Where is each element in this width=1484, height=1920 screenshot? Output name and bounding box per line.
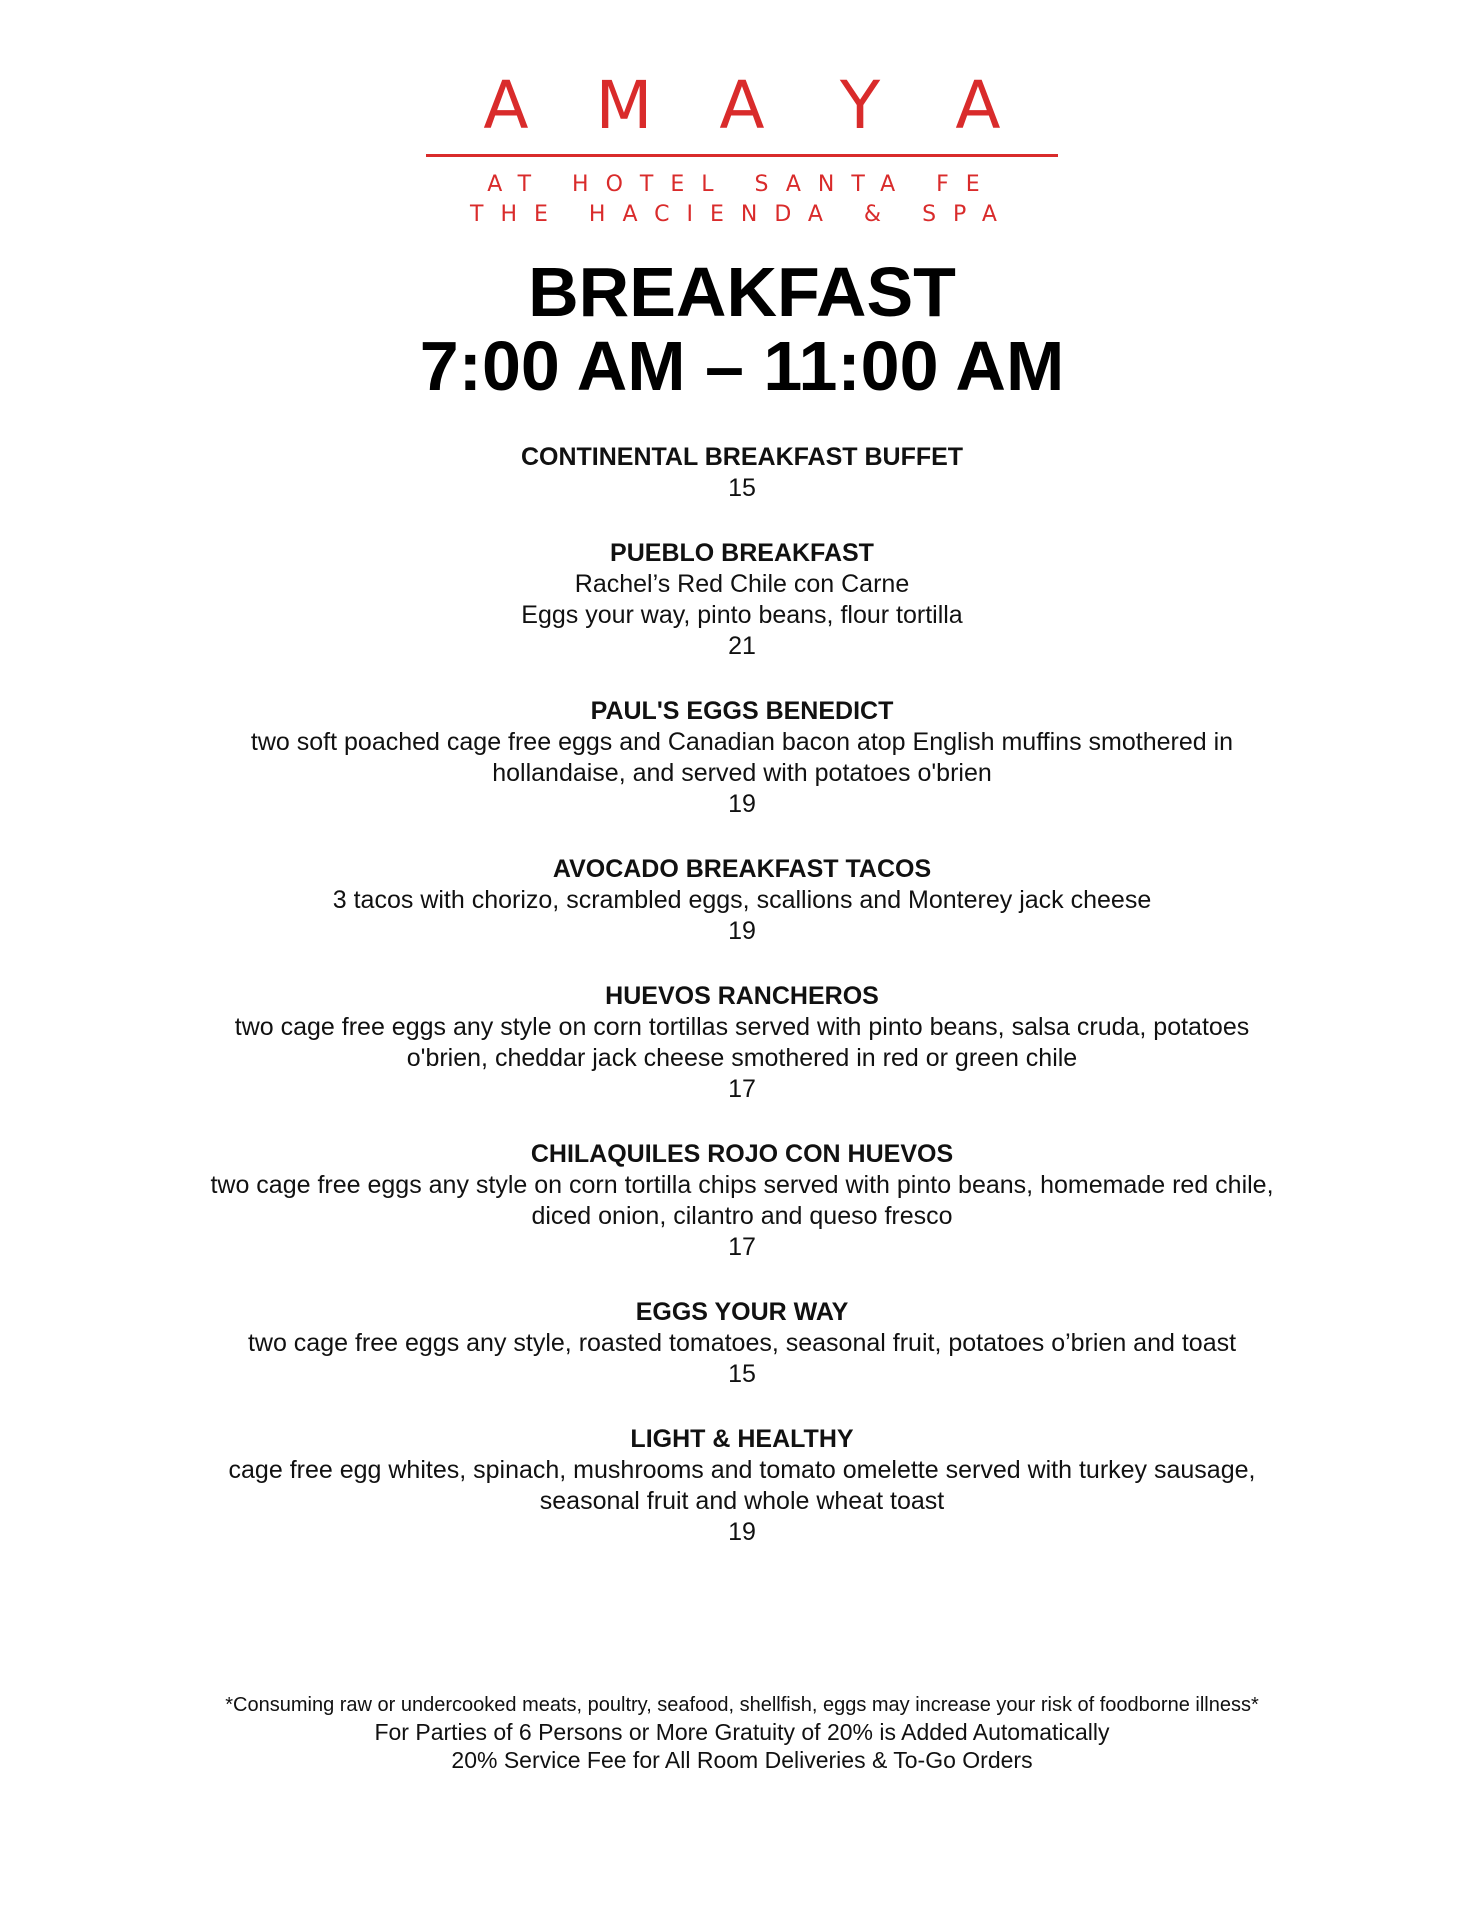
item-description: diced onion, cilantro and queso fresco [531, 1202, 953, 1230]
item-description: cage free egg whites, spinach, mushrooms and tomato omelette served with turkey sausage, [228, 1456, 1256, 1484]
item-name: HUEVOS RANCHEROS [605, 982, 879, 1010]
menu-item [0, 696, 1484, 820]
logo-letter: M [595, 67, 653, 144]
item-name: PAUL'S EGGS BENEDICT [590, 697, 894, 725]
menu-item [0, 1424, 1484, 1548]
logo-subtitle-line2: THE HACIENDA & SPA [470, 202, 1014, 227]
item-name: AVOCADO BREAKFAST TACOS [552, 855, 932, 883]
item-description: two cage free eggs any style on corn tortilla chips served with pinto beans, homemade red chile, [210, 1171, 1274, 1199]
item-description: seasonal fruit and whole wheat toast [539, 1487, 945, 1515]
logo-letter: A [955, 67, 1001, 144]
item-description: two cage free eggs any style, roasted tomatoes, seasonal fruit, potatoes o’brien and toast [247, 1329, 1237, 1357]
menu-item [0, 538, 1484, 662]
menu-list [0, 442, 1484, 1582]
item-price: 17 [728, 1075, 756, 1103]
logo-divider [426, 154, 1058, 157]
item-price: 21 [728, 632, 756, 660]
logo-letter: A [483, 67, 529, 144]
food-safety-warning: *Consuming raw or undercooked meats, poultry, seafood, shellfish, eggs may increase your risk of foodborne illness* [225, 1694, 1259, 1716]
logo-letter: A [719, 67, 765, 144]
item-description: Rachel’s Red Chile con Carne [574, 570, 910, 598]
item-description: o'brien, cheddar jack cheese smothered in red or green chile [406, 1044, 1078, 1072]
item-name: LIGHT & HEALTHY [630, 1425, 854, 1453]
item-price: 17 [728, 1233, 756, 1261]
item-price: 19 [728, 1518, 756, 1546]
logo-subtitle-line1: AT HOTEL SANTA FE [487, 172, 997, 197]
item-description: two cage free eggs any style on corn tortillas served with pinto beans, salsa cruda, potatoes [234, 1013, 1250, 1041]
item-price: 15 [728, 474, 756, 502]
item-name: PUEBLO BREAKFAST [610, 539, 874, 567]
menu-item [0, 1297, 1484, 1390]
item-description: two soft poached cage free eggs and Canadian bacon atop English muffins smothered in [250, 728, 1234, 756]
service-fee-notice: 20% Service Fee for All Room Deliveries & To-Go Orders [451, 1747, 1033, 1773]
page-title: BREAKFAST [528, 253, 956, 331]
item-price: 19 [728, 790, 756, 818]
menu-item [0, 442, 1484, 504]
menu-item [0, 1139, 1484, 1263]
item-name: CHILAQUILES ROJO CON HUEVOS [530, 1140, 954, 1168]
menu-footer [0, 1692, 1484, 1774]
item-name: EGGS YOUR WAY [635, 1298, 849, 1326]
logo-wordmark [0, 66, 1484, 146]
item-description: hollandaise, and served with potatoes o'brien [492, 759, 992, 787]
item-price: 19 [728, 917, 756, 945]
gratuity-notice: For Parties of 6 Persons or More Gratuity of 20% is Added Automatically [374, 1719, 1110, 1745]
service-hours: 7:00 AM – 11:00 AM [419, 327, 1065, 405]
item-price: 15 [728, 1360, 756, 1388]
item-description: Eggs your way, pinto beans, flour tortilla [521, 601, 963, 629]
item-name: CONTINENTAL BREAKFAST BUFFET [520, 443, 964, 471]
menu-item [0, 981, 1484, 1105]
logo-letter: Y [839, 67, 881, 144]
item-description: 3 tacos with chorizo, scrambled eggs, scallions and Monterey jack cheese [332, 886, 1152, 914]
menu-item [0, 854, 1484, 947]
